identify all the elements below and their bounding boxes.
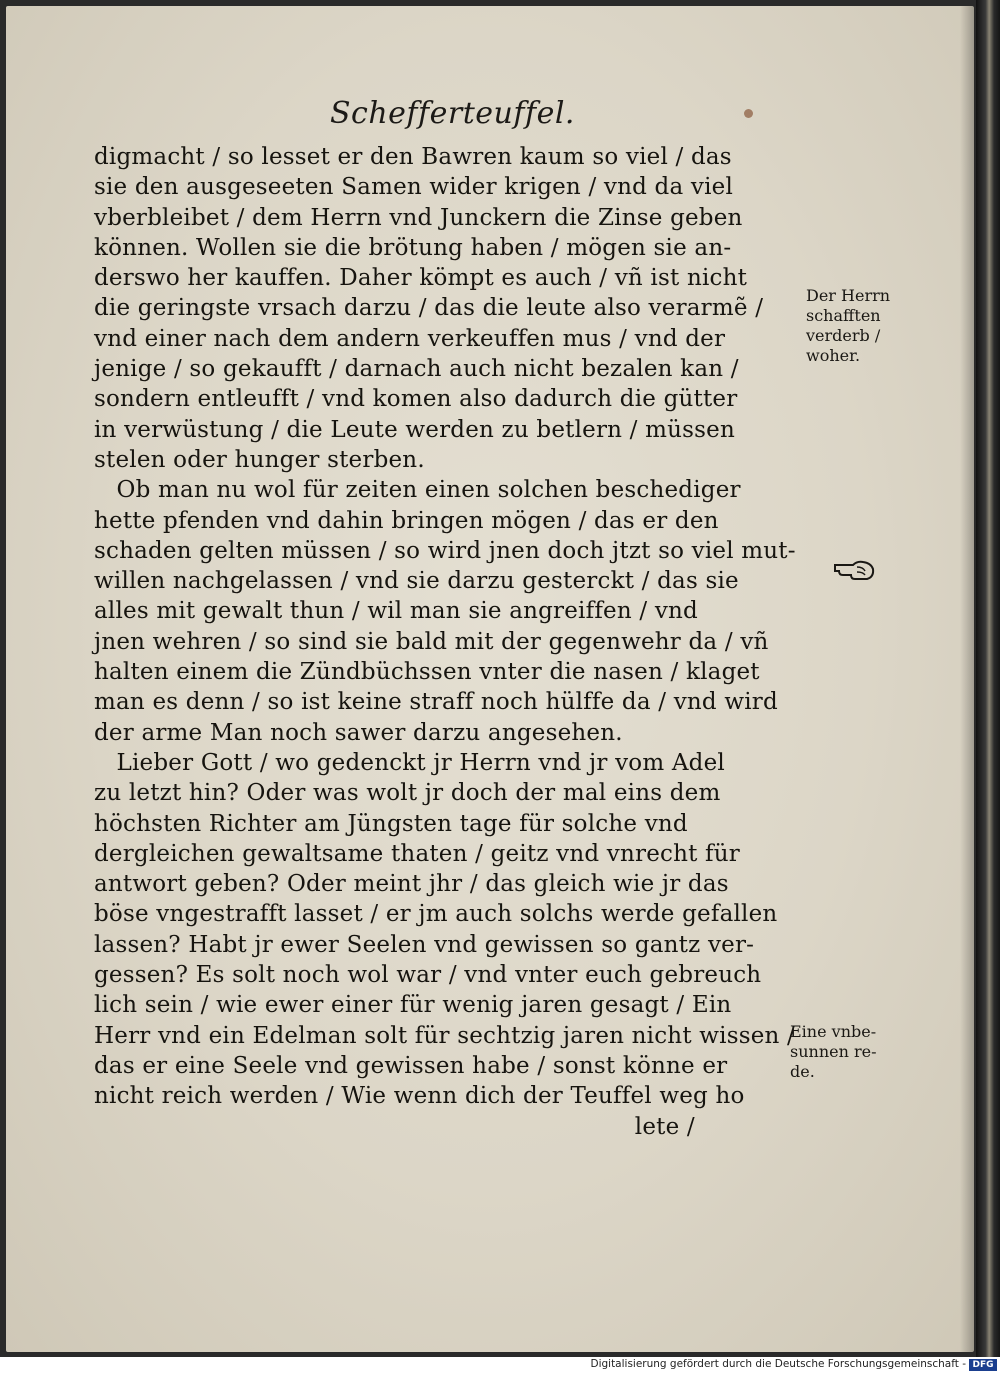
text-line: vnd einer nach dem andern verkeuffen mus / vnd der — [94, 325, 726, 352]
pointing-hand-icon — [833, 555, 877, 583]
text-line: alles mit gewalt thun / wil man sie angreiffen / vnd — [94, 598, 698, 625]
text-line: antwort geben? Oder meint jhr / das gleich wie jr das — [94, 871, 729, 898]
text-line: hette pfenden vnd dahin bringen mögen / das er den — [94, 507, 719, 534]
text-line: gessen? Es solt noch wol war / vnd vnter euch gebreuch — [94, 962, 762, 989]
margin-note-2 — [790, 1022, 877, 1082]
margin-note-line: verderb / — [806, 326, 881, 345]
text-line: können. Wollen sie die brötung haben / mögen sie an- — [94, 234, 732, 261]
text-line: Lieber Gott / wo gedenckt jr Herrn vnd jr vom Adel — [94, 749, 725, 776]
running-head: Schefferteuffel. — [330, 96, 575, 131]
text-line: Ob man nu wol für zeiten einen solchen beschediger — [94, 477, 741, 504]
text-line: Herr vnd ein Edelman solt für sechtzig jaren nicht wissen / — [94, 1022, 796, 1049]
text-line: der arme Man noch sawer darzu angesehen. — [94, 719, 623, 746]
margin-note-line: schafften — [806, 306, 881, 325]
book-edge — [976, 0, 1000, 1357]
text-line: sondern entleufft / vnd komen also dadurch die gütter — [94, 386, 738, 413]
margin-note-line: Der Herrn — [806, 286, 891, 305]
text-line: in verwüstung / die Leute werden zu betlern / müssen — [94, 416, 735, 443]
text-line: jenige / so gekaufft / darnach auch nicht bezalen kan / — [94, 356, 739, 383]
text-line: man es denn / so ist keine straff noch hülffe da / vnd wird — [94, 689, 778, 716]
text-line: die geringste vrsach darzu / das die leute also verarmẽ / — [94, 295, 764, 322]
text-line: höchsten Richter am Jüngsten tage für solche vnd — [94, 810, 688, 837]
text-line: schaden gelten müssen / so wird jnen doch jtzt so viel mut- — [94, 537, 796, 564]
text-line: nicht reich werden / Wie wenn dich der Teuffel weg ho — [94, 1083, 745, 1110]
margin-note-line: de. — [790, 1062, 815, 1081]
text-line: jnen wehren / so sind sie bald mit der gegenwehr da / vñ — [94, 628, 769, 655]
footer-credit: Digitalisierung gefördert durch die Deutsche Forschungsgemeinschaft - — [590, 1358, 966, 1370]
margin-note-line: sunnen re- — [790, 1042, 877, 1061]
text-line: dergleichen gewaltsame thaten / geitz vnd vnrecht für — [94, 840, 740, 867]
text-line: sie den ausgeseeten Samen wider krigen / vnd da viel — [94, 174, 734, 201]
text-line: halten einem die Zündbüchssen vnter die nasen / klaget — [94, 659, 760, 686]
text-line: das er eine Seele vnd gewissen habe / sonst könne er — [94, 1052, 728, 1079]
text-line: willen nachgelassen / vnd sie darzu gesterckt / das sie — [94, 568, 739, 595]
footer-bar — [0, 1357, 1000, 1374]
text-line: vberbleibet / dem Herrn vnd Junckern die Zinse geben — [94, 204, 743, 231]
text-line: lassen? Habt jr ewer Seelen vnd gewissen so gantz ver- — [94, 931, 755, 958]
text-line: lich sein / wie ewer einer für wenig jaren gesagt / Ein — [94, 992, 732, 1019]
margin-note-1 — [806, 286, 890, 366]
text-line: stelen oder hunger sterben. — [94, 446, 425, 473]
text-line: derswo her kauffen. Daher kömpt es auch / vñ ist nicht — [94, 265, 748, 292]
text-line: lete / — [94, 1113, 695, 1140]
text-line: zu letzt hin? Oder was wolt jr doch der mal eins dem — [94, 780, 721, 807]
text-line: digmacht / so lesset er den Bawren kaum so viel / das — [94, 144, 732, 170]
margin-note-line: woher. — [806, 346, 861, 365]
ink-stain — [744, 109, 753, 118]
dfg-logo: DFG — [969, 1359, 997, 1371]
margin-note-line: Eine vnbe- — [790, 1022, 877, 1041]
text-line: böse vngestrafft lasset / er jm auch solchs werde gefallen — [94, 901, 778, 928]
body-text — [94, 142, 814, 1142]
